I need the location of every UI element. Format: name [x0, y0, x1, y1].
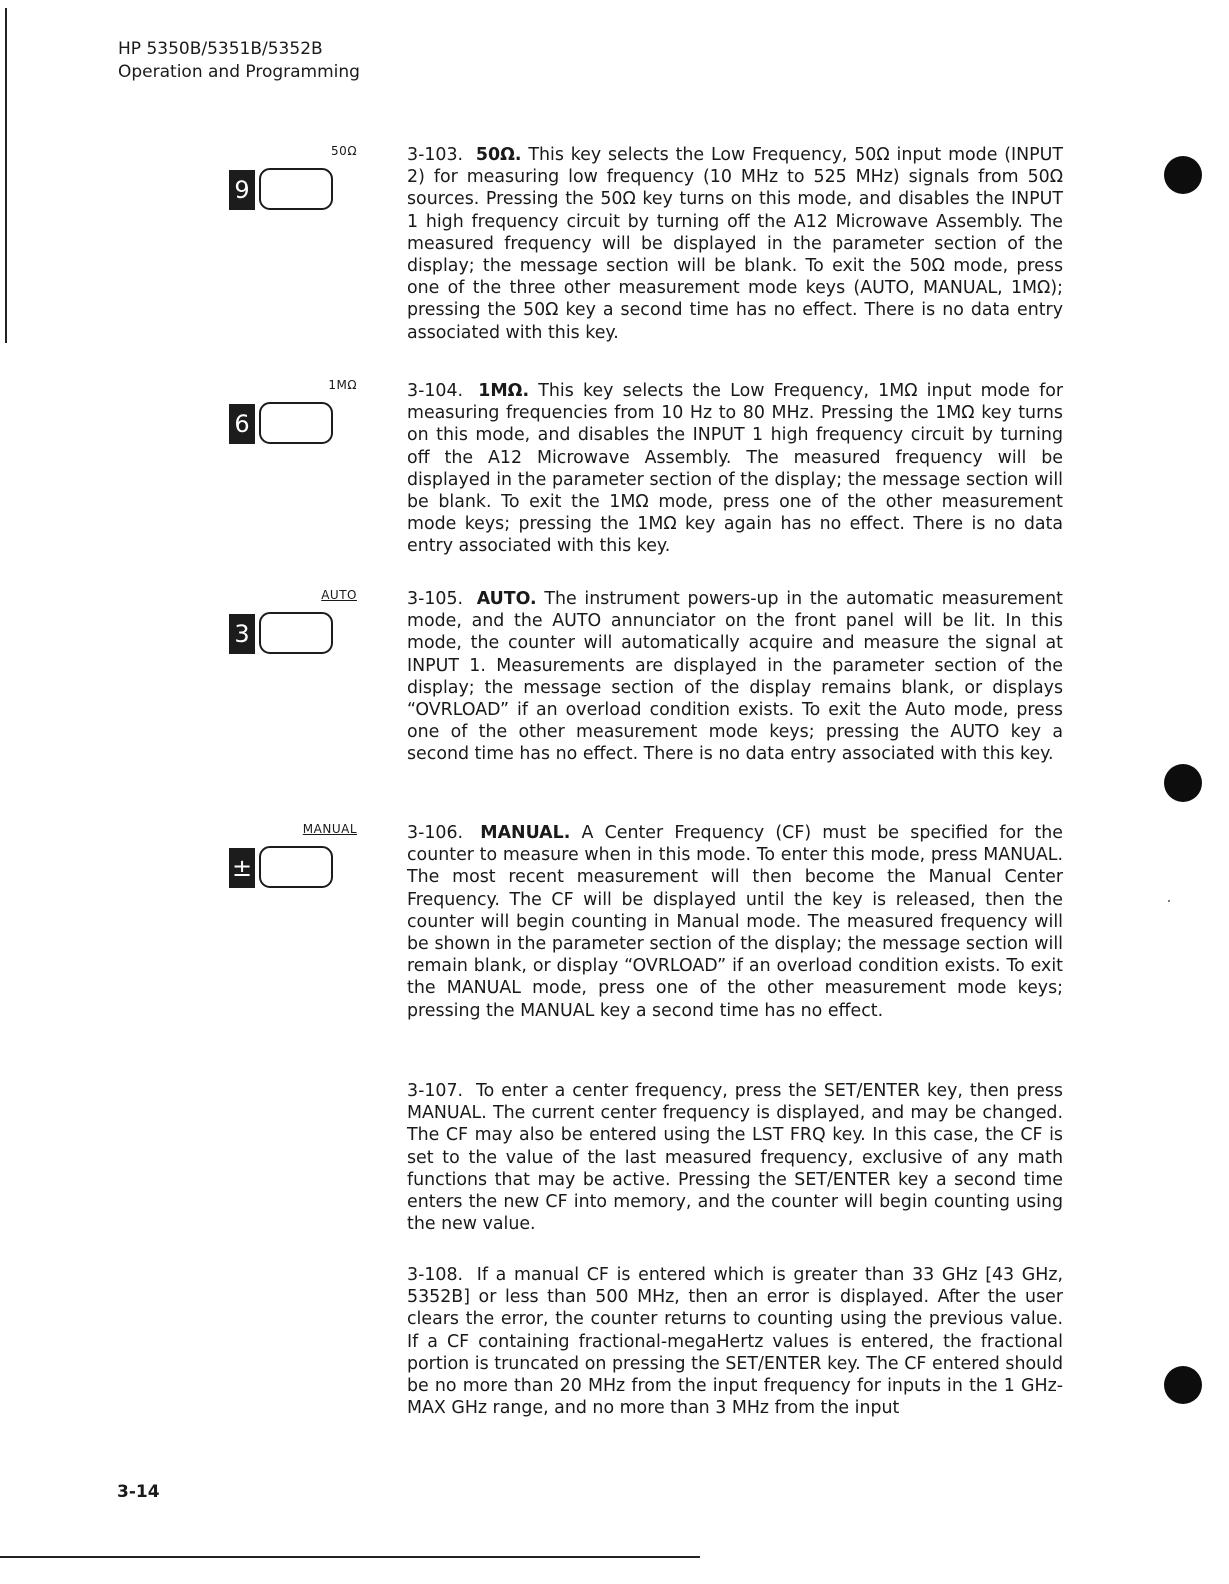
key-digit: ± — [229, 848, 255, 888]
key-button-icon — [259, 402, 333, 444]
binder-hole-icon — [1164, 156, 1202, 194]
paragraph-3-105 — [407, 588, 1063, 766]
paragraph-keyword: MANUAL. — [480, 823, 571, 843]
paragraph-text: To enter a center frequency, press the SET/ENTER key, then press MANUAL. The current center frequency is displayed, and may be changed. The CF may also be entered using the LST FRQ key. In this case, the CF is set to the value of the last measured frequency, exclusive of any math functions that may be active. Pressing the SET/ENTER key a second time enters the new CF into memory, and the counter will begin counting using the new value. — [407, 1081, 1063, 1235]
paragraph-3-108 — [407, 1264, 1063, 1419]
key-digit: 9 — [229, 170, 255, 210]
key-manual — [229, 822, 359, 892]
paragraph-number: 3-106. — [407, 823, 464, 843]
key-button-icon — [259, 612, 333, 654]
key-digit: 6 — [229, 404, 255, 444]
scan-speck — [1168, 900, 1170, 902]
header-subtitle: Operation and Programming — [118, 62, 360, 82]
key-label: AUTO — [321, 588, 357, 602]
header-title: HP 5350B/5351B/5352B — [118, 39, 323, 59]
key-label: MANUAL — [302, 822, 357, 836]
paragraph-number: 3-104. — [407, 381, 464, 401]
paragraph-3-106 — [407, 822, 1063, 1022]
page-header — [118, 38, 360, 84]
page-number: 3-14 — [117, 1482, 160, 1502]
key-button-icon — [259, 168, 333, 210]
paragraph-number: 3-108. — [407, 1265, 464, 1285]
key-label: 50Ω — [331, 144, 357, 158]
paragraph-text: If a manual CF is entered which is greater than 33 GHz [43 GHz, 5352B] or less than 500 MHz, then an error is displayed. After the user clears the error, the counter returns to counting using the previous value. If a CF containing fractional-megaHertz values is entered, the fractional portion is truncated on pressing the SET/ENTER key. The CF entered should be no more than 20 MHz from the input frequency for inputs in the 1 GHz-MAX GHz range, and no more than 3 MHz from the input — [407, 1265, 1063, 1419]
paragraph-3-104 — [407, 380, 1063, 558]
paragraph-text: The instrument powers-up in the automatic measurement mode, and the AUTO annunciator on the front panel will be lit. In this mode, the counter will automatically acquire and measure the signal at INPUT 1. Measurements are displayed in the parameter section of the display; the message section of the display remains blank, or displays “OVRLOAD” if an overload condition exists. To exit the Auto mode, press one of the other measurement mode keys; pressing the AUTO key a second time has no effect. There is no data entry associated with this key. — [407, 589, 1063, 765]
paragraph-text: This key selects the Low Frequency, 50Ω input mode (INPUT 2) for measuring low frequency (10 MHz to 525 MHz) signals from 50Ω sources. Pressing the 50Ω key turns on this mode, and disables the INPUT 1 high frequency circuit by turning off the A12 Microwave Assembly. The measured frequency will be displayed in the parameter section of the display; the message section will be blank. To exit the 50Ω mode, press one of the three other measurement mode keys (AUTO, MANUAL, 1MΩ); pressing the 50Ω key a second time has no effect. There is no data entry associated with this key. — [407, 145, 1063, 343]
paragraph-keyword: 50Ω. — [475, 145, 522, 165]
binder-hole-icon — [1164, 1366, 1202, 1404]
key-button-icon — [259, 846, 333, 888]
paragraph-keyword: AUTO. — [476, 589, 537, 609]
key-50-ohm — [229, 144, 359, 214]
paragraph-3-103 — [407, 144, 1063, 344]
key-digit: 3 — [229, 614, 255, 654]
bottom-rule — [0, 1556, 700, 1558]
key-1m-ohm — [229, 378, 359, 448]
paragraph-number: 3-103. — [407, 145, 464, 165]
paragraph-number: 3-107. — [407, 1081, 464, 1101]
paragraph-keyword: 1MΩ. — [478, 381, 530, 401]
paragraph-text: A Center Frequency (CF) must be specified for the counter to measure when in this mode. To enter this mode, press MANUAL. The most recent measurement will then become the Manual Center Frequency. The CF will be displayed until the key is released, then the counter will begin counting in Manual mode. The measured frequency will be shown in the parameter section of the display; the message section will remain blank, or display “OVRLOAD” if an overload condition exists. To exit the MANUAL mode, press one of the other measurement mode keys; pressing the MANUAL key a second time has no effect. — [407, 823, 1064, 1021]
paragraph-text: This key selects the Low Frequency, 1MΩ input mode for measuring frequencies from 10 Hz to 80 MHz. Pressing the 1MΩ key turns on this mode, and disables the INPUT 1 high frequency circuit by turning off the A12 Microwave Assembly. The measured frequency will be displayed in the parameter section of the display; the message section will be blank. To exit the 1MΩ mode, press one of the other measurement mode keys; pressing the 1MΩ key again has no effect. There is no data entry associated with this key. — [407, 381, 1064, 557]
binder-hole-icon — [1164, 764, 1202, 802]
paragraph-3-107 — [407, 1080, 1063, 1235]
left-margin-rule — [5, 8, 7, 343]
paragraph-number: 3-105. — [407, 589, 464, 609]
key-label: 1MΩ — [328, 378, 357, 392]
key-auto — [229, 588, 359, 658]
